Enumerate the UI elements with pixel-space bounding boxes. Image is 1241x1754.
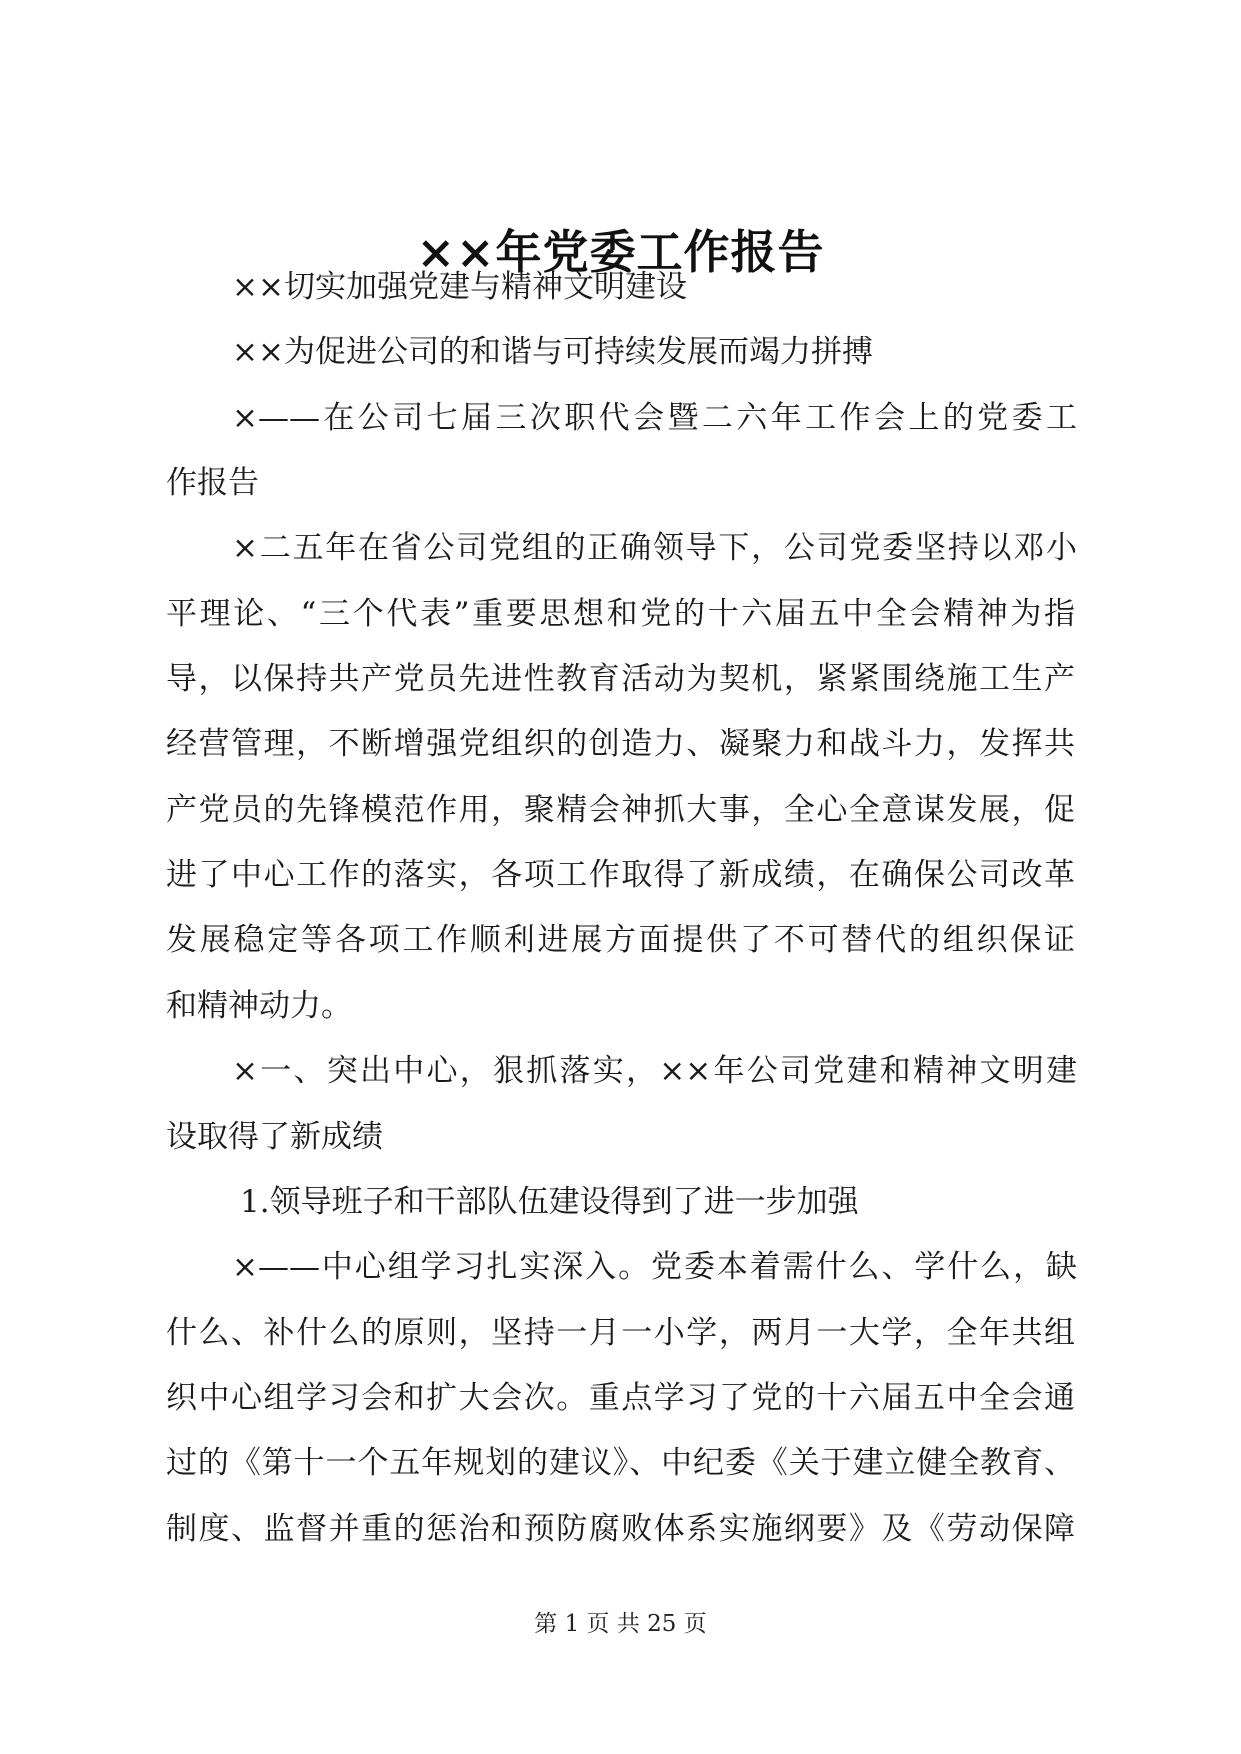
paragraph-line: 过的《第十一个五年规划的建议》、中纪委《关于建立健全教育、: [166, 1445, 1075, 1481]
section-heading-line: ×一、突出中心，狠抓落实，××年公司党建和精神文明建: [232, 1053, 1077, 1089]
paragraph-line: 织中心组学习会和扩大会次。重点学习了党的十六届五中全会通: [166, 1380, 1075, 1416]
paragraph-line: 进了中心工作的落实，各项工作取得了新成绩，在确保公司改革: [166, 857, 1075, 893]
paragraph-line: 什么、补什么的原则，坚持一月一小学，两月一大学，全年共组: [166, 1315, 1075, 1351]
paragraph-line: 经营管理，不断增强党组织的创造力、凝聚力和战斗力，发挥共: [166, 726, 1075, 762]
page-footer: 第 1 页 共 25 页: [534, 1611, 707, 1637]
document-title: ××年党委工作报告: [416, 225, 825, 279]
paragraph-line: 制度、监督并重的惩治和预防腐败体系实施纲要》及《劳动保障: [166, 1511, 1075, 1547]
subtitle-line-3: ×——在公司七届三次职代会暨二六年工作会上的党委工: [232, 400, 1077, 436]
paragraph-line: 产党员的先锋模范作用，聚精会神抓大事，全心全意谋发展，促: [166, 792, 1075, 828]
paragraph-line: 发展稳定等各项工作顺利进展方面提供了不可替代的组织保证: [166, 922, 1075, 958]
paragraph-line: 导，以保持共产党员先进性教育活动为契机，紧紧围绕施工生产: [166, 661, 1075, 697]
paragraph-line: 平理论、“三个代表”重要思想和党的十六届五中全会精神为指: [166, 596, 1075, 632]
section-heading-line: 设取得了新成绩: [166, 1119, 383, 1155]
subtitle-line-2: ××为促进公司的和谐与可持续发展而竭力拼搏: [232, 334, 873, 370]
paragraph-line: 和精神动力。: [166, 988, 352, 1024]
subtitle-line-4: 作报告: [166, 465, 259, 501]
subsection-heading: 1.领导班子和干部队伍建设得到了进一步加强: [240, 1184, 859, 1220]
paragraph-line: ×——中心组学习扎实深入。党委本着需什么、学什么，缺: [232, 1249, 1077, 1285]
subtitle-line-1: ××切实加强党建与精神文明建设: [232, 269, 687, 305]
paragraph-line: ×二五年在省公司党组的正确领导下，公司党委坚持以邓小: [232, 530, 1077, 566]
